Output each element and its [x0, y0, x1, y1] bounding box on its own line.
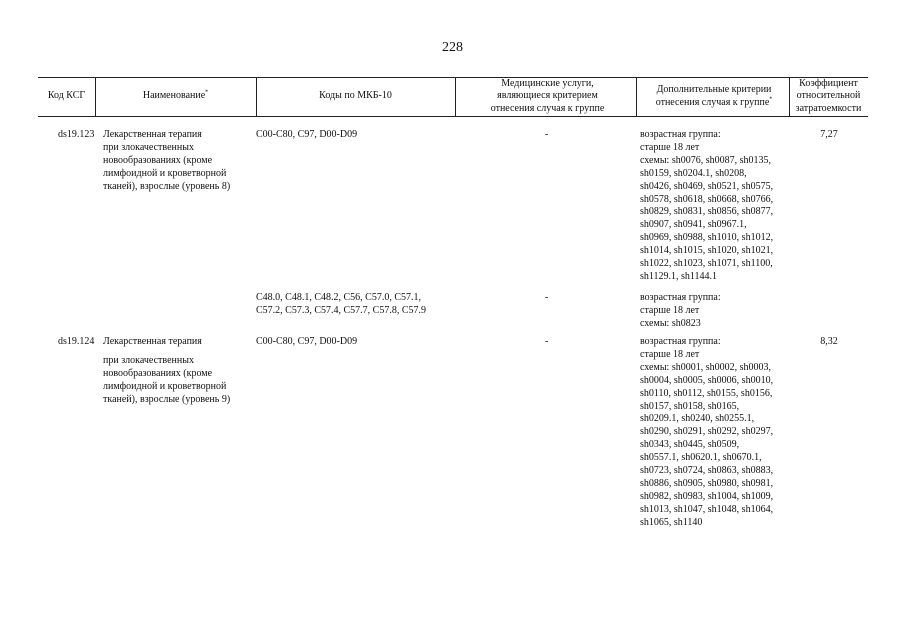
row-1-mkb-codes: C00-C80, C97, D00-D09	[256, 129, 358, 140]
row-1-name: Лекарственная терапия при злокачественных новообразованиях (кроме лимфоидной и кроветворной тканей), взрослые (уровень 8)	[103, 129, 231, 192]
row-1b-services: -	[545, 292, 549, 303]
header-services-label: Медицинские услуги, являющиеся критерием отнесения случая к группе	[490, 77, 605, 114]
row-1-criteria: возрастная группа: старше 18 лет схемы: sh0076, sh0087, sh0135, sh0159, sh0204.1, sh0208, sh0426, sh0469, sh0521, sh0575, sh0578, sh0618, sh0668, sh0766, sh0829, sh0831, sh0856, sh0877, sh0907, sh0941, sh0967.1, sh0969, sh0988, sh1010, sh1012, sh1014, sh1015, sh1020, sh1021, sh1022, sh1023, sh1071, sh1100, sh1129.1, sh1144.1	[640, 129, 774, 282]
row-1-services: -	[545, 129, 549, 140]
header-criteria-label: Дополнительные критерии отнесения случая к группе	[655, 84, 772, 108]
header-mkb-label: Коды по МКБ-10	[319, 90, 392, 102]
row-2-coefficient: 8,32	[820, 336, 838, 347]
row-1-coefficient: 7,27	[820, 129, 838, 140]
table-header-bottom-rule	[38, 116, 868, 117]
header-name-label: Наименование	[142, 90, 206, 102]
header-divider	[455, 77, 456, 116]
row-2-name: при злокачественных новообразованиях (кроме лимфоидной и кроветворной тканей), взрослые (уровень 9)	[103, 355, 231, 405]
header-mkb	[256, 77, 455, 116]
row-1-code: ds19.123	[58, 129, 95, 140]
row-2-mkb-codes: C00-C80, C97, D00-D09	[256, 336, 358, 347]
header-coefficient	[789, 77, 868, 116]
row-1b-criteria: возрастная группа: старше 18 лет схемы: sh0823	[640, 292, 721, 329]
row-2-criteria: возрастная группа: старше 18 лет схемы: sh0001, sh0002, sh0003, sh0004, sh0005, sh0006, sh0010, sh0110, sh0112, sh0155, sh0156, sh0157, sh0158, sh0165, sh0209.1, sh0240, sh0255.1, sh0290, sh0291, sh0292, sh0297, sh0343, sh0445, sh0509, sh0557.1, sh0620.1, sh0670.1, sh0723, sh0724, sh0863, sh0883, sh0886, sh0905, sh0980, sh0981, sh0982, sh0983, sh1004, sh1009, sh1013, sh1047, sh1048, sh1064, sh1065, sh1140	[640, 336, 774, 528]
header-code-label: Код КСГ	[47, 90, 86, 102]
header-criteria	[642, 77, 786, 116]
row-2-services: -	[545, 336, 549, 347]
header-coefficient-label: Коэффициент относительной затратоемкости	[795, 77, 862, 114]
page-number: 228	[442, 40, 463, 55]
row-1b-mkb-codes: C48.0, C48.1, C48.2, C56, C57.0, C57.1, C57.2, C57.3, C57.4, C57.7, C57.8, C57.9	[256, 292, 427, 316]
row-2-name-first-line: Лекарственная терапия	[103, 336, 202, 347]
header-services	[475, 77, 620, 116]
header-name-footnote-mark: *	[205, 89, 209, 96]
header-code	[38, 77, 95, 116]
header-name	[95, 77, 256, 116]
header-divider	[636, 77, 637, 116]
row-2-code: ds19.124	[58, 336, 95, 347]
header-criteria-footnote-mark: *	[769, 96, 773, 103]
